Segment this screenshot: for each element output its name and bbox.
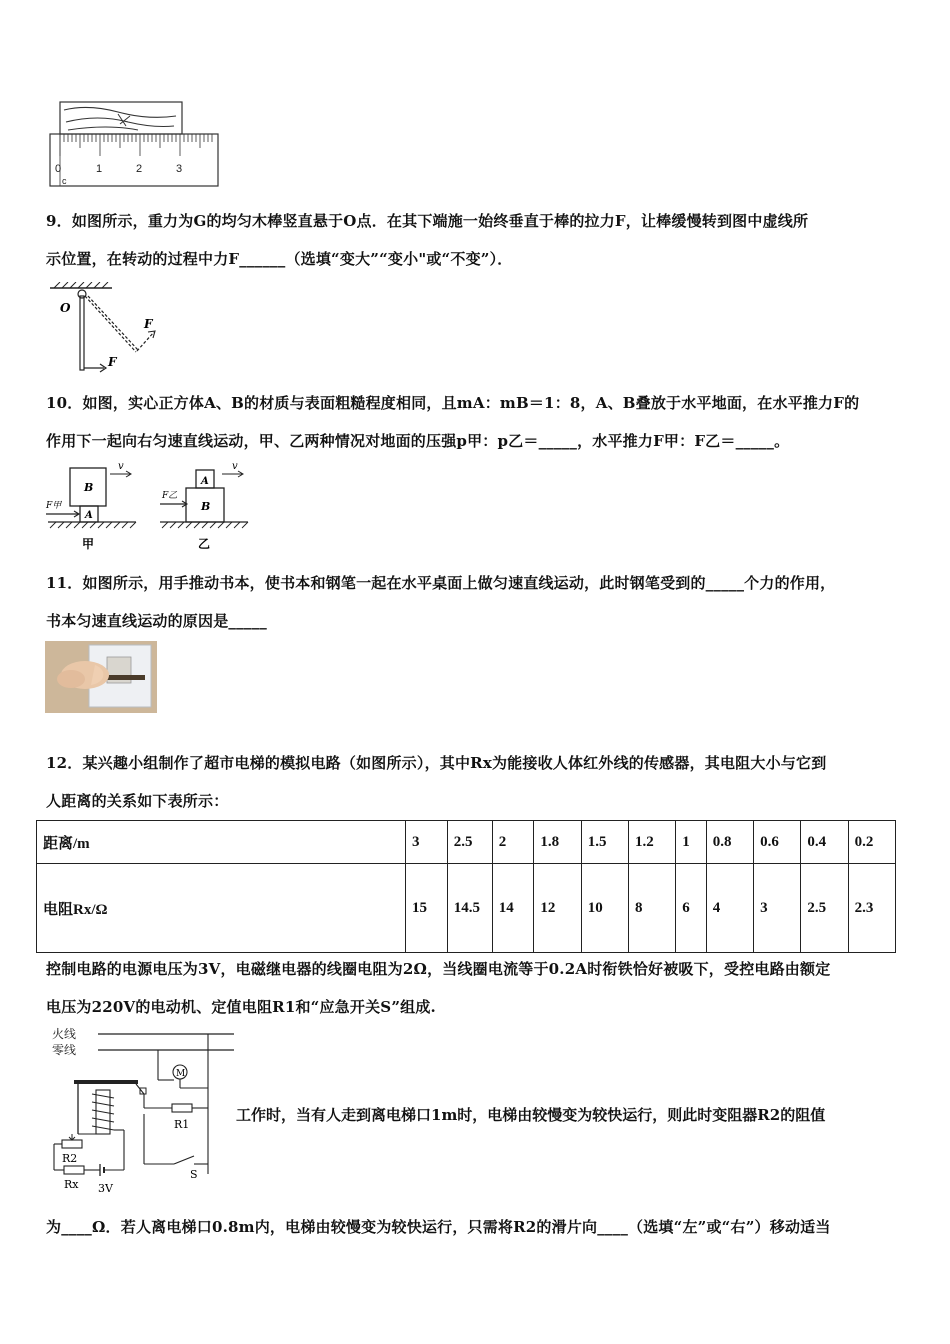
table-cell: 3 xyxy=(406,821,448,864)
q12-side-text: 工作时，当有人走到离电梯口1m时，电梯由较慢变为较快运行，则此时变阻器R2的阻值 xyxy=(236,1106,826,1124)
table-cell: 1.5 xyxy=(581,821,628,864)
table-cell: 0.6 xyxy=(754,821,801,864)
table-cell: 4 xyxy=(706,864,753,953)
q10-jia-velocity: v xyxy=(118,461,124,472)
table-cell: 2.5 xyxy=(447,821,492,864)
table-row-resistance xyxy=(37,864,896,953)
q10-yi-top-block: A xyxy=(201,476,209,487)
q10-yi-velocity: v xyxy=(232,461,238,472)
q12-line4: 电压为220V的电动机、定值电阻R1和“应急开关S”组成. xyxy=(46,998,436,1016)
table-cell: 1.8 xyxy=(534,821,581,864)
table-cell: 2.3 xyxy=(848,864,895,953)
q11-book-photo xyxy=(45,641,157,713)
table-cell: 10 xyxy=(581,864,628,953)
q10-jia-caption: 甲 xyxy=(82,537,95,551)
battery-label: 3V xyxy=(98,1182,113,1195)
r2-label: R2 xyxy=(62,1152,78,1165)
resistance-distance-table xyxy=(36,820,896,953)
ruler-corner-label: c xyxy=(62,176,67,186)
q9-line1: 9．如图所示，重力为G的均匀木棒竖直悬于O点．在其下端施一始终垂直于棒的拉力F，让棒缓慢转到图中虚线所 xyxy=(46,212,809,230)
table-cell xyxy=(447,864,492,953)
table-cell: 0.4 xyxy=(801,821,848,864)
ruler-figure xyxy=(48,100,223,188)
q9-pivot-label: O xyxy=(60,301,71,315)
r1-label: R1 xyxy=(174,1118,190,1131)
table-header-resistance: 电阻Rx/Ω xyxy=(37,864,406,953)
table-cell: 0.8 xyxy=(706,821,753,864)
q10-yi-bottom-block: B xyxy=(201,500,211,513)
q12-line5: 为____Ω．若人离电梯口0.8m内，电梯由较慢变为较快运行，只需将R2的滑片向____（选填“左”或“右”）移动适当 xyxy=(46,1218,831,1236)
q10-figure-jia xyxy=(44,460,140,552)
q9-force-label-dashed: F xyxy=(144,317,153,331)
switch-label: S xyxy=(190,1168,198,1181)
table-row-distance xyxy=(37,821,896,864)
q11-line1: 11．如图所示，用手推动书本，使书本和钢笔一起在水平桌面上做匀速直线运动，此时钢笔受到的_____个力的作用， xyxy=(46,574,836,592)
motor-label: M xyxy=(176,1069,186,1079)
q10-yi-force: F乙 xyxy=(162,491,178,501)
ruler-tick-1: 1 xyxy=(96,163,103,175)
q12-line2: 人距离的关系如下表所示： xyxy=(46,792,229,810)
q12-line1: 12．某兴趣小组制作了超市电梯的模拟电路（如图所示），其中Rx为能接收人体红外线的传感器，其电阻大小与它到 xyxy=(46,754,827,772)
q10-yi-caption: 乙 xyxy=(198,537,211,551)
table-cell: 6 xyxy=(676,864,707,953)
elevator-circuit-diagram xyxy=(44,1024,240,1196)
table-cell: 1.2 xyxy=(628,821,675,864)
ruler-tick-2: 2 xyxy=(136,163,143,175)
rx-label: Rx xyxy=(64,1178,79,1191)
q10-jia-top-block: B xyxy=(84,481,94,494)
table-cell: 2.5 xyxy=(801,864,848,953)
q9-line2: 示位置，在转动的过程中力F______（选填“变大”“变小"或“不变”）． xyxy=(46,250,513,268)
table-cell: 2 xyxy=(492,821,534,864)
ruler-tick-0: 0 xyxy=(55,163,62,175)
live-wire-label: 火线 xyxy=(52,1027,77,1041)
q11-line2: 书本匀速直线运动的原因是_____ xyxy=(46,612,267,630)
q10-figure-yi xyxy=(156,460,252,552)
q10-jia-bottom-block: A xyxy=(85,510,93,521)
q12-line3: 控制电路的电源电压为3V，电磁继电器的线圈电阻为2Ω，当线圈电流等于0.2A时衔铁恰好被吸下，受控电路由额定 xyxy=(46,960,831,978)
q10-line2: 作用下一起向右匀速直线运动，甲、乙两种情况对地面的压强p甲：p乙＝_____，水平推力F甲：F乙＝_____。 xyxy=(46,432,790,450)
table-cell: 0.2 xyxy=(848,821,895,864)
q10-jia-force: F甲 xyxy=(46,501,62,511)
table-cell: 15 xyxy=(406,864,448,953)
neutral-wire-label: 零线 xyxy=(52,1043,77,1057)
table-cell: 3 xyxy=(754,864,801,953)
q9-rod-figure xyxy=(48,282,168,374)
table-cell: 8 xyxy=(628,864,675,953)
q10-line1: 10．如图，实心正方体A、B的材质与表面粗糙程度相同，且mA：mB＝1：8，A、B叠放于水平地面，在水平推力F的 xyxy=(46,394,860,412)
table-cell: 12 xyxy=(534,864,581,953)
ruler-tick-3: 3 xyxy=(176,163,183,175)
table-cell: 1 xyxy=(676,821,707,864)
q9-force-label: F xyxy=(108,355,117,369)
table-cell-wrapped: 14.5 xyxy=(453,900,480,916)
table-cell: 14 xyxy=(492,864,534,953)
table-header-distance: 距离/m xyxy=(37,821,406,864)
